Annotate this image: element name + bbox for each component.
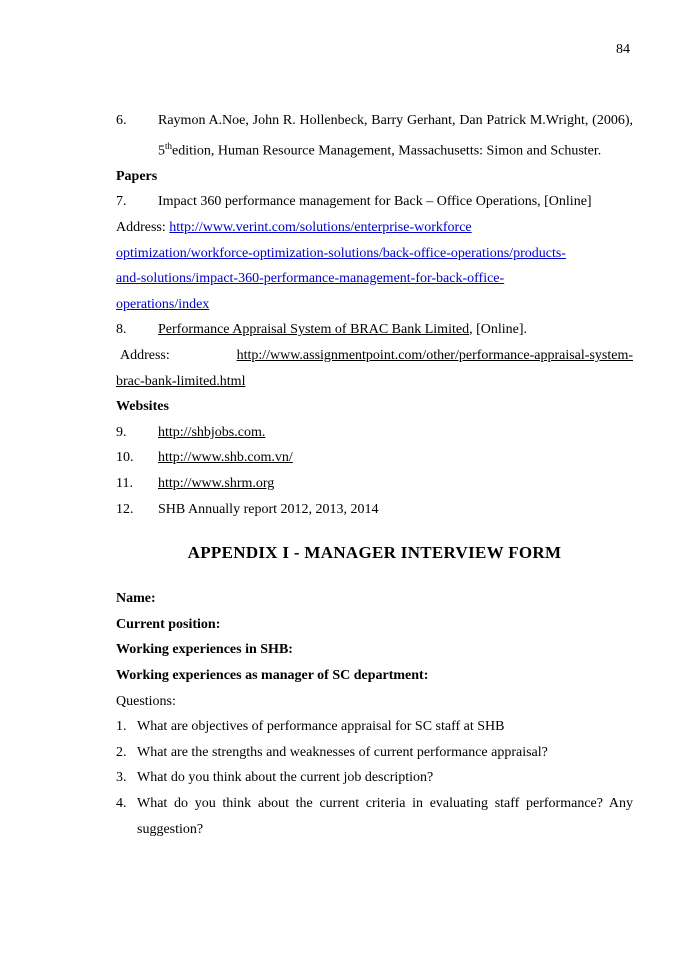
reference-10-link[interactable]: http://www.shb.com.vn/ (158, 450, 293, 466)
question-item (116, 765, 633, 791)
question-number: 3. (116, 770, 127, 786)
reference-number: 6. (116, 113, 127, 128)
reference-7-address (116, 215, 633, 241)
address-label: Address: (116, 220, 166, 236)
appendix-title: APPENDIX I - MANAGER INTERVIEW FORM (187, 543, 562, 563)
reference-8-title[interactable]: Performance Appraisal System of BRAC Bank Limited (158, 322, 470, 338)
question-item (116, 791, 633, 842)
reference-11-link[interactable]: http://www.shrm.org (158, 475, 275, 491)
reference-7-url-line-3[interactable]: and-solutions/impact-360-performance-management-for-back-office- (116, 271, 505, 287)
reference-12 (116, 497, 633, 523)
reference-7 (116, 189, 633, 215)
reference-9-link[interactable]: http://shbjobs.com. (158, 424, 266, 440)
reference-10 (116, 445, 633, 471)
question-item (116, 740, 633, 766)
reference-text: Performance Appraisal System of BRAC Bank Limited, [Online]. (158, 322, 527, 338)
reference-8-url-line-2[interactable]: brac-bank-limited.html (116, 373, 246, 389)
page-content (116, 108, 633, 842)
reference-text: SHB Annually report 2012, 2013, 2014 (158, 501, 379, 517)
question-text: What do you think about the current job description? (137, 770, 434, 786)
papers-heading: Papers (116, 168, 158, 184)
question-number: 1. (116, 719, 127, 735)
reference-7-url-line-1[interactable]: http://www.verint.com/solutions/enterprise-workforce (169, 220, 472, 236)
reference-number: 10. (116, 450, 134, 466)
questions-label: Questions: (116, 693, 176, 709)
question-text: What are objectives of performance appraisal for SC staff at SHB (137, 719, 505, 735)
question-text: What do you think about the current criteria in evaluating staff performance? Any suggestion? (137, 795, 633, 837)
page-number: 84 (616, 42, 630, 57)
reference-7-url-line-2[interactable]: optimization/workforce-optimization-solutions/back-office-operations/products- (116, 245, 566, 261)
reference-text: Raymon A.Noe, John R. Hollenbeck, Barry Gerhant, Dan Patrick M.Wright, (2006), 5thedition, Human Resource Management, Massachusetts: Simon and Schuster. (158, 113, 633, 159)
reference-8-address (116, 343, 633, 369)
question-number: 2. (116, 744, 127, 760)
address-label: Address: (120, 348, 170, 363)
reference-8-url-line-1[interactable]: http://www.assignmentpoint.com/other/performance-appraisal-system- (236, 348, 633, 363)
websites-heading: Websites (116, 399, 169, 415)
manager-experience-label: Working experiences as manager of SC department: (116, 667, 429, 683)
reference-text: Impact 360 performance management for Back – Office Operations, [Online] (158, 194, 592, 210)
reference-number: 11. (116, 475, 133, 491)
reference-number: 12. (116, 501, 134, 517)
reference-9 (116, 420, 633, 446)
reference-number: 7. (116, 194, 127, 210)
reference-number: 8. (116, 322, 127, 338)
name-label: Name: (116, 591, 156, 607)
reference-8 (116, 317, 633, 343)
question-text: What are the strengths and weaknesses of current performance appraisal? (137, 744, 548, 760)
question-item (116, 714, 633, 740)
experience-label: Working experiences in SHB: (116, 642, 293, 658)
reference-7-url-line-4[interactable]: operations/index (116, 296, 210, 312)
current-position-label: Current position: (116, 616, 221, 632)
reference-11 (116, 471, 633, 497)
reference-6 (116, 108, 633, 164)
reference-number: 9. (116, 424, 127, 440)
question-number: 4. (116, 795, 127, 811)
